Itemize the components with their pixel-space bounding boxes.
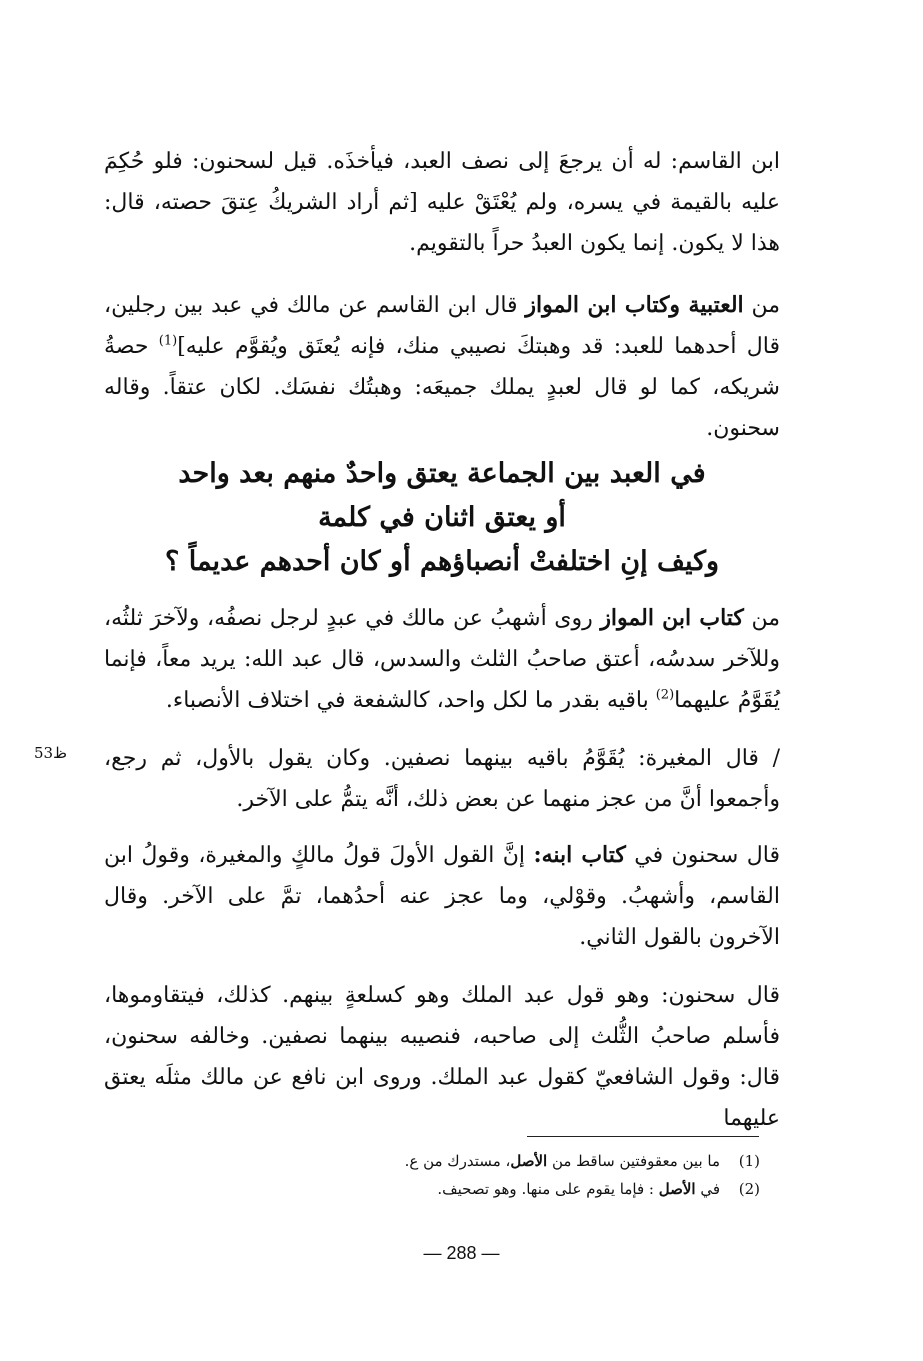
source-title-bold: العتبية وكتاب ابن المواز [525,292,744,318]
source-title-bold: كتاب ابن المواز [600,605,744,631]
paragraph-5 [104,835,808,958]
footnote-divider [527,1136,759,1137]
footnote-ref-1: (1) [158,333,178,349]
paragraph-6-text: قال سحنون: وهو قول عبد الملك وهو كسلعةٍ بينهم. كذلك، فيتقاوموها، فأسلم صاحبُ الثُّلث إلى صاحبه، فنصيبه بينهما نصفين. وخالفه سحنون، قال: وقول الشافعيّ كقول عبد الملك. وروى ابن نافع عن مالك مثلَه يعتق عليهما [104,983,780,1131]
footnote-number: (1) [738,1152,760,1170]
paragraph-3-prefix: من [743,606,781,631]
footnotes [300,1147,760,1203]
footnote-text: في [695,1180,720,1198]
footnote-ref-2: (2) [655,687,675,703]
page-number: — 288 — [423,1243,500,1263]
heading-line-2: أو يعتق اثنان في كلمة [318,502,566,533]
heading-line-1: في العبد بين الجماعة يعتق واحدٌ منهم بعد واحد [178,458,706,489]
paragraph-5-prefix: قال سحنون في [625,843,780,868]
manuscript-folio-note: ظ53 [34,744,67,762]
footnote-number: (2) [738,1180,760,1198]
paragraph-2-text: قال ابن القاسم عن مالك في عبد بين رجلين، قال أحدهما للعبد: قد وهبتكَ نصيبي منك، فإنه يُعتَق ويُقوَّم عليه] [104,293,780,359]
footnote-2 [300,1175,760,1203]
paragraph-1 [104,141,780,264]
paragraph-2-prefix: من [743,293,781,318]
footnote-bold-term: الأصل [510,1152,548,1170]
heading-line-3: وكيف إنِ اختلفتْ أنصباؤهم أو كان أحدهم عديماً ؟ [164,546,719,577]
footnote-1 [300,1147,760,1175]
section-heading [104,452,780,584]
paragraph-3-text-end: باقيه بقدر ما لكل واحد، كالشفعة في اختلاف الأنصباء. [165,688,656,713]
paragraph-5-text: إنَّ القول الأولَ قولُ مالكٍ والمغيرة، وقولُ ابن القاسم، وأشهبُ. وقوْلي، وما عجز عنه أحدُهما، تمَّ على الآخر. وقال الآخرون بالقول الثاني. [104,843,780,950]
paragraph-4 [104,738,808,820]
footnote-text-end: : فإما يقوم على منها. وهو تصحيف. [437,1180,659,1198]
paragraph-4-text: / قال المغيرة: يُقَوَّمُ باقيه بينهما نصفين. وكان يقول بالأول، ثم رجع، وأجمعوا أنَّ من عجز منهما عن بعض ذلك، أنَّه يتمُّ على الآخر. [104,746,780,812]
source-title-bold: كتاب ابنه: [533,842,626,868]
paragraph-2-text-end: حصةُ شريكه، كما لو قال لعبدٍ يملك جميعَه: وهبتُك نفسَك. لكان عتقاً. وقاله سحنون. [104,334,780,441]
footnote-text: ما بين معقوفتين ساقط من [547,1152,720,1170]
paragraph-1-text: ابن القاسم: له أن يرجعَ إلى نصف العبد، فيأخذَه. قيل لسحنون: فلو حُكِمَ عليه بالقيمة في يسره، ولم يُعْتَقْ عليه [ثم أراد الشريكُ عِتقَ حصته، قال: هذا لا يكون. إنما يكون العبدُ حراً بالتقويم. [104,149,780,256]
paragraph-6 [104,975,808,1139]
paragraph-3 [104,598,808,721]
paragraph-3-text: روى أشهبُ عن مالك في عبدٍ لرجل نصفُه، ولآخرَ ثلثُه، وللآخر سدسُه، أعتق صاحبُ الثلث والسدس، قال عبد الله: يريد معاً، فإنما يُقَوَّمُ عليهما [104,606,780,713]
paragraph-2 [104,285,808,449]
footnote-bold-term: الأصل [658,1180,696,1198]
footnote-text-end: ، مستدرك من ع. [404,1152,511,1170]
